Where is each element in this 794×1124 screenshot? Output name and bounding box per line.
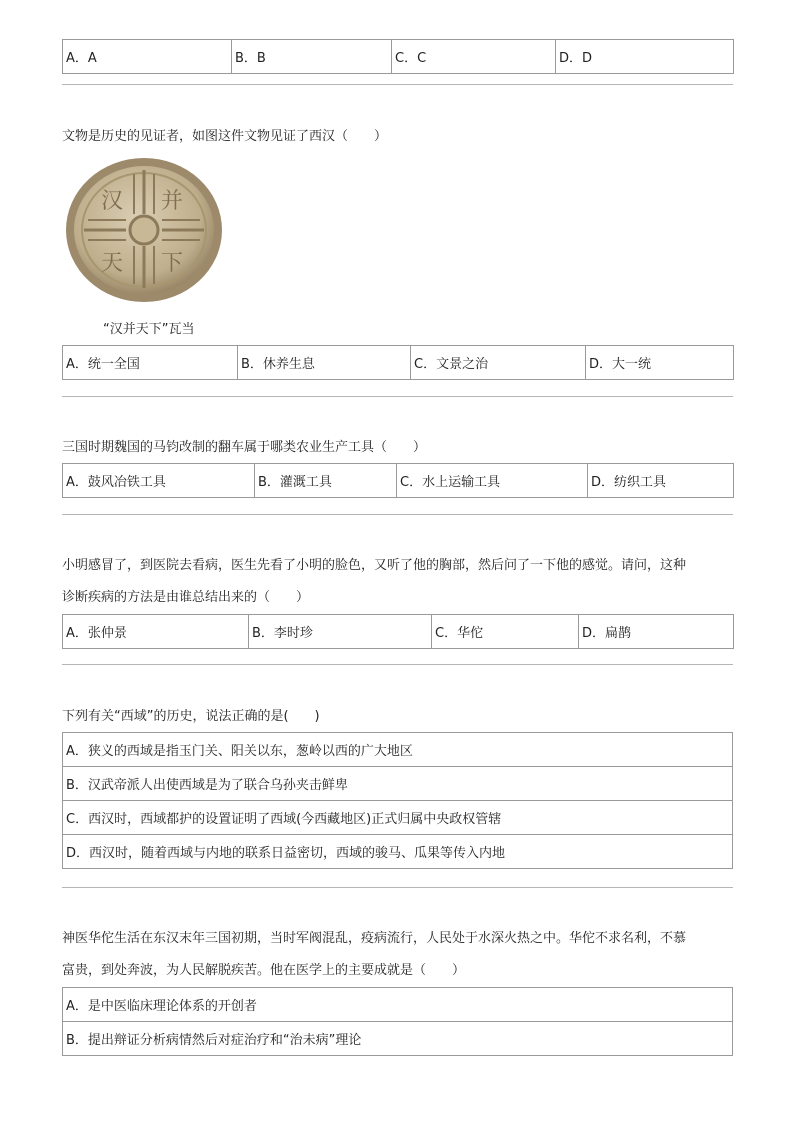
q4-option-a[interactable]: A．狭义的西域是指玉门关、阳关以东，葱岭以西的广大地区 xyxy=(63,733,733,767)
svg-text:并: 并 xyxy=(160,189,184,214)
separator xyxy=(62,887,733,888)
q0-option-a[interactable]: A．A xyxy=(63,40,232,74)
q2-option-d[interactable]: D．纺织工具 xyxy=(588,464,734,498)
q0-options-table xyxy=(62,39,734,74)
q1-option-d[interactable]: D．大一统 xyxy=(586,346,734,380)
svg-text:汉: 汉 xyxy=(100,189,124,214)
q4-stem: 下列有关“西域”的历史，说法正确的是( ) xyxy=(62,709,320,724)
q3-option-a[interactable]: A．张仲景 xyxy=(63,615,249,649)
q5-options-table xyxy=(62,987,733,1056)
q5-option-b[interactable]: B．提出辩证分析病情然后对症治疗和“治未病”理论 xyxy=(63,1022,733,1056)
q1-option-b[interactable]: B．休养生息 xyxy=(238,346,411,380)
q5-option-a[interactable]: A．是中医临床理论体系的开创者 xyxy=(63,988,733,1022)
svg-text:天: 天 xyxy=(100,251,124,276)
q2-stem: 三国时期魏国的马钧改制的翻车属于哪类农业生产工具（ ） xyxy=(62,440,427,455)
roof-tile-end-image xyxy=(64,156,224,306)
separator xyxy=(62,514,733,515)
q3-stem-line-2: 诊断疾病的方法是由谁总结出来的（ ） xyxy=(62,590,310,605)
q3-stem-line-1: 小明感冒了，到医院去看病，医生先看了小明的脸色，又听了他的胸部，然后问了一下他的感觉。请问，这种 xyxy=(62,558,687,573)
q1-options-table xyxy=(62,345,734,380)
q1-option-c[interactable]: C．文景之治 xyxy=(411,346,586,380)
q2-options-table xyxy=(62,463,734,498)
q4-options-table xyxy=(62,732,733,869)
q5-stem-line-2: 富贵，到处奔波，为人民解脱疾苦。他在医学上的主要成就是（ ） xyxy=(62,963,466,978)
separator xyxy=(62,84,733,85)
q2-option-b[interactable]: B．灌溉工具 xyxy=(255,464,397,498)
q3-option-b[interactable]: B．李时珍 xyxy=(249,615,432,649)
q1-stem: 文物是历史的见证者，如图这件文物见证了西汉（ ） xyxy=(62,129,388,144)
separator xyxy=(62,664,733,665)
q0-option-d[interactable]: D．D xyxy=(556,40,734,74)
q4-option-b[interactable]: B．汉武帝派人出使西域是为了联合乌孙夹击鲜卑 xyxy=(63,767,733,801)
q2-option-c[interactable]: C．水上运输工具 xyxy=(397,464,588,498)
q2-option-a[interactable]: A．鼓风冶铁工具 xyxy=(63,464,255,498)
q5-stem-line-1: 神医华佗生活在东汉末年三国初期，当时军阀混乱，疫病流行，人民处于水深火热之中。华佗不求名利，不慕 xyxy=(62,931,687,946)
q4-option-d[interactable]: D．西汉时，随着西域与内地的联系日益密切，西域的骏马、瓜果等传入内地 xyxy=(63,835,733,869)
q3-options-table xyxy=(62,614,734,649)
q3-option-c[interactable]: C．华佗 xyxy=(432,615,579,649)
q0-option-c[interactable]: C．C xyxy=(392,40,556,74)
q4-option-c[interactable]: C．西汉时，西域都护的设置证明了西域(今西藏地区)正式归属中央政权管辖 xyxy=(63,801,733,835)
q3-option-d[interactable]: D．扁鹊 xyxy=(579,615,734,649)
tile-center-boss xyxy=(130,216,158,244)
separator xyxy=(62,396,733,397)
svg-text:下: 下 xyxy=(160,251,184,276)
image-caption: “汉并天下”瓦当 xyxy=(103,322,195,337)
q1-option-a[interactable]: A．统一全国 xyxy=(63,346,238,380)
q0-option-b[interactable]: B．B xyxy=(232,40,392,74)
